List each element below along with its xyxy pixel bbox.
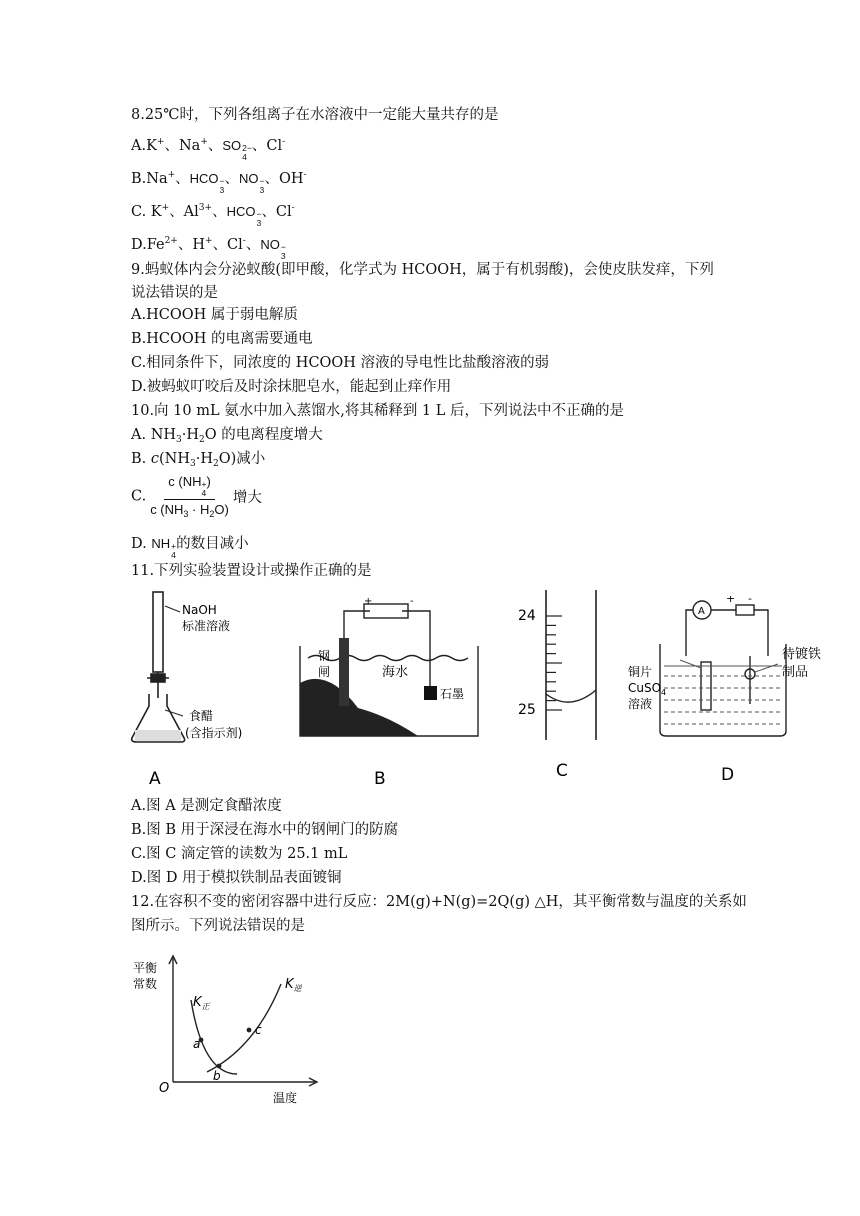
figure-b-gate-label-2: 闸 (318, 665, 331, 679)
graph-k-reverse-label: $K_逆$ (285, 977, 302, 993)
figure-c-tick-24: 24 (518, 608, 536, 624)
q9-option-d: D.被蚂蚁叮咬后及时涂抹肥皂水，能起到止痒作用 (131, 379, 452, 395)
figure-d-electroplating (618, 596, 833, 790)
figure-b-seawater-label: 海水 (382, 665, 409, 680)
figure-b-gate-label-1: 钢 (318, 649, 331, 663)
figure-b-caption: B (374, 769, 386, 789)
q10-option-b: B. $c(NH_3\cdot H_2O)$减小 (131, 451, 266, 469)
figure-equilibrium-graph (125, 948, 325, 1108)
q11-option-c: C.图 C 滴定管的读数为 25.1 mL (131, 846, 348, 862)
graph-xlabel: 温度 (273, 1091, 298, 1105)
graph-k-forward-label: $K_正$ (193, 995, 210, 1011)
figure-c-tick-25: 25 (518, 702, 536, 718)
figure-b-plus: + (364, 598, 373, 607)
graph-ylabel-1: 平衡 (133, 961, 158, 975)
q9-option-a: A.HCOOH 属于弱电解质 (131, 307, 298, 323)
figure-d-minus: - (748, 596, 752, 605)
ammonium-ratio-fraction: c (NH + 4 ) c $(NH_3 \cdot H_2O)$ (150, 474, 229, 519)
q12-stem-line1: 12.在容积不变的密闭容器中进行反应：2M(g)+N(g)=2Q(g) △H，其平衡常数与温度的关系如 (131, 894, 747, 910)
figure-c-burette (510, 590, 620, 790)
q10-stem: 10.向 10 mL 氨水中加入蒸馏水,将其稀释到 1 L 后，下列说法中不正确的是 (131, 403, 625, 419)
figure-b-steel-gate (298, 598, 490, 790)
graph-origin: O (159, 1081, 170, 1096)
graph-point-a-label: a (193, 1037, 201, 1051)
q8-option-c: C. K+、$Al^{3+}$、HCO − 3 、Cl- (131, 203, 295, 228)
graph-point-b-label: b (213, 1069, 221, 1083)
figure-a-label-naoh: NaOH (182, 603, 217, 617)
figure-a-label-vinegar: 食醋 (189, 709, 214, 723)
figure-d-ammeter-label: A (698, 606, 705, 617)
q8-stem: 8.25℃时，下列各组离子在水溶液中一定能大量共存的是 (131, 107, 499, 123)
q12-stem-line2: 图所示。下列说法错误的是 (131, 918, 305, 934)
q8-option-b: B.Na+、HCO − 3 、NO − 3 、OH- (131, 170, 307, 195)
figure-d-caption: D (721, 765, 735, 785)
q11-option-d: D.图 D 用于模拟铁制品表面镀铜 (131, 870, 342, 886)
q9-option-b: B.HCOOH 的电离需要通电 (131, 331, 313, 347)
q11-option-a: A.图 A 是测定食醋浓度 (131, 798, 282, 814)
q10-option-c: C. c (NH + 4 ) c $(NH_3 \cdot H_2O)$ 增大 (131, 474, 262, 519)
q9-stem-line1: 9.蚂蚁体内会分泌蚁酸(即甲酸，化学式为 HCOOH，属于有机弱酸)，会使皮肤发痒，下列 (131, 262, 714, 278)
figure-d-plus: + (726, 596, 736, 605)
point-c (247, 1028, 252, 1033)
figure-b-graphite-label: 石墨 (440, 687, 465, 701)
q10-option-d: D. NH + 4 的数目减小 (131, 536, 249, 560)
q11-stem: 11.下列实验装置设计或操作正确的是 (131, 563, 372, 579)
q11-option-b: B.图 B 用于深浸在海水中的钢闸门的防腐 (131, 822, 399, 838)
figure-d-item-label-2: 制品 (782, 665, 809, 680)
figure-b-minus: - (410, 598, 414, 607)
figure-a-titration (125, 590, 295, 790)
figure-a-label-standard: 标准溶液 (182, 619, 231, 633)
figure-d-item-label-1: 待镀铁 (782, 647, 822, 662)
graph-ylabel-2: 常数 (133, 977, 158, 991)
figure-d-solution-label: CuSO$_4$ (628, 681, 667, 697)
q9-stem-line2: 说法错误的是 (131, 285, 218, 301)
figure-d-solution-label-2: 溶液 (628, 697, 653, 711)
figure-a-label-indicator: (含指示剂) (185, 726, 243, 740)
q8-option-a: A.K+、Na+、SO 2− 4 、Cl- (131, 137, 286, 162)
graph-point-c-label: c (255, 1023, 262, 1037)
point-b (217, 1064, 222, 1069)
figure-d-copper-label: 铜片 (628, 665, 653, 679)
figure-a-caption: A (149, 769, 161, 789)
figure-c-caption: C (556, 761, 568, 781)
q9-option-c: C.相同条件下，同浓度的 HCOOH 溶液的导电性比盐酸溶液的弱 (131, 355, 550, 371)
q8-option-d: $D.Fe^{2+}$、H+、Cl-、NO − 3 (131, 236, 286, 261)
q10-option-a: A. $NH_3\cdot H_2O$ 的电离程度增大 (131, 427, 323, 445)
